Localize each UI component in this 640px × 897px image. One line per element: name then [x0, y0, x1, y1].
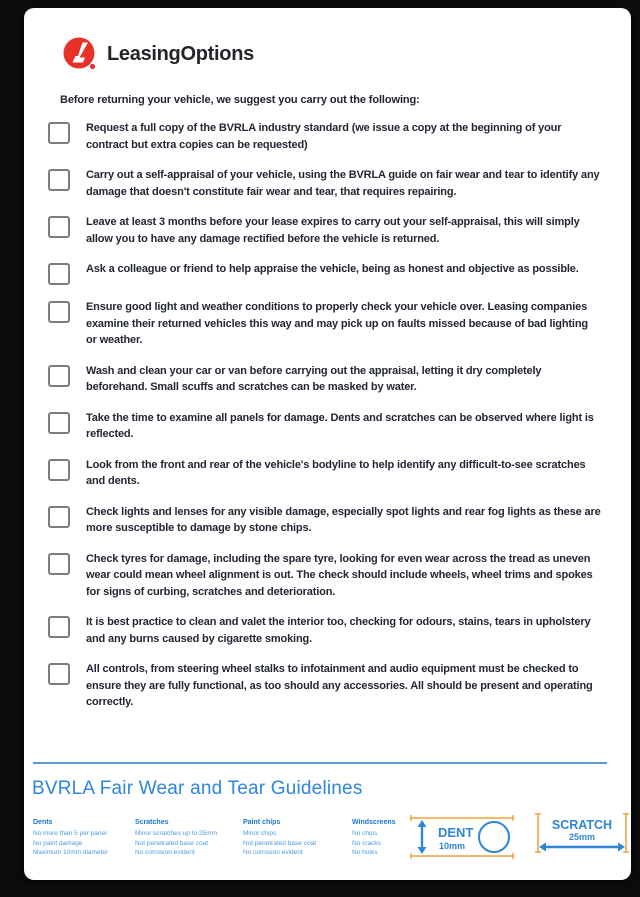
- brand-wordmark: [107, 43, 254, 66]
- checkbox[interactable]: [48, 616, 70, 638]
- checklist-item-text: It is best practice to clean and valet the interior too, checking for odours, stains, tears in upholstery and any burns caused by cigarette smoking.: [86, 616, 591, 645]
- section-divider: [33, 762, 607, 764]
- guideline-line: Maximum 10mm diameter: [33, 849, 109, 856]
- guideline-line: No more than 5 per panel: [33, 830, 107, 837]
- list-item: [48, 214, 601, 247]
- guideline-column-dents: [33, 819, 135, 858]
- guideline-line: Not penetrated base coat: [135, 839, 208, 847]
- guideline-column-title: Paint chips: [243, 819, 281, 826]
- guideline-line: No chips: [352, 830, 378, 837]
- guideline-line: No cracks: [352, 839, 381, 847]
- checklist: [48, 120, 601, 725]
- list-item: [48, 410, 601, 443]
- guideline-column-title: Dents: [33, 819, 53, 826]
- checklist-item-text: Request a full copy of the BVRLA industry standard (we issue a copy at the beginning of your contract but extra copies can be requested): [86, 122, 562, 151]
- checkbox[interactable]: [48, 122, 70, 144]
- checkbox[interactable]: [48, 216, 70, 238]
- checklist-item-text: Take the time to examine all panels for damage. Dents and scratches can be observed where light is reflected.: [86, 411, 594, 440]
- checklist-item-text: Leave at least 3 months before your lease expires to carry out your self-appraisal, this will simply allow you to have any damage rectified before the vehicle is returned.: [86, 216, 580, 245]
- checklist-item-text: All controls, from steering wheel stalks to infotainment and audio equipment must be checked to ensure they are fully functional, as too should any accessories. All should be present and operating correctly.: [86, 663, 593, 708]
- guidelines-heading: BVRLA Fair Wear and Tear Guidelines: [32, 778, 363, 799]
- list-item: [48, 363, 601, 396]
- guideline-line: No holes: [352, 849, 378, 856]
- checklist-item-text: Ask a colleague or friend to help appraise the vehicle, being as honest and objective as possible.: [86, 263, 579, 275]
- brand-logo: [62, 36, 254, 72]
- list-item: [48, 261, 601, 285]
- checkbox[interactable]: [48, 263, 70, 285]
- guidelines-section: [24, 762, 631, 880]
- dent-diagram-icon: [408, 814, 516, 865]
- guideline-line: No corrosion evident: [243, 849, 303, 856]
- scratch-diagram-icon: [532, 809, 632, 866]
- checkbox[interactable]: [48, 169, 70, 191]
- list-item: [48, 457, 601, 490]
- list-item: [48, 504, 601, 537]
- checkbox[interactable]: [48, 506, 70, 528]
- scratch-measure: 25mm: [568, 832, 596, 842]
- guideline-column-title: Windscreens: [352, 819, 396, 826]
- brand-word-options: Options: [180, 42, 254, 65]
- list-item: [48, 551, 601, 601]
- guidelines-columns: [33, 819, 422, 858]
- document-page: [24, 8, 631, 880]
- checklist-item-text: Look from the front and rear of the vehicle's bodyline to help identify any difficult-to-see scratches and dents.: [86, 458, 586, 487]
- guideline-line: Not penetrated base coat: [243, 839, 316, 847]
- list-item: [48, 299, 601, 349]
- dent-measure: 10mm: [439, 841, 466, 851]
- guideline-column-paint-chips: [243, 819, 352, 858]
- checkbox[interactable]: [48, 553, 70, 575]
- checklist-item-text: Carry out a self-appraisal of your vehicle, using the BVRLA guide on fair wear and tear to identify any damage that doesn't constitute fair wear and tear, that requires repairing.: [86, 169, 600, 198]
- scratch-label: SCRATCH: [551, 818, 613, 832]
- dent-label: DENT: [438, 825, 474, 840]
- list-item: [48, 661, 601, 711]
- guideline-line: No paint damage: [33, 839, 83, 847]
- checklist-item-text: Ensure good light and weather conditions to properly check your vehicle over. Leasing companies examine their returned vehicles this way and may pick up on faults missed because of bad lighting or weather.: [86, 301, 588, 346]
- guideline-line: Minor scratches up to 25mm: [135, 830, 218, 837]
- checklist-item-text: Wash and clean your car or van before carrying out the appraisal, letting it dry completely beforehand. Small scuffs and scratches can be masked by water.: [86, 364, 542, 393]
- checklist-item-text: Check lights and lenses for any visible damage, especially spot lights and rear fog lights as these are more susceptible to damage by stone chips.: [86, 505, 601, 534]
- list-item: [48, 167, 601, 200]
- intro-text: Before returning your vehicle, we suggest you carry out the following:: [60, 94, 420, 106]
- brand-word-leasing: Leasing: [107, 42, 181, 65]
- guideline-column-title: Scratches: [135, 819, 169, 826]
- leasing-options-logo-icon: [62, 36, 98, 72]
- list-item: [48, 120, 601, 153]
- checkbox[interactable]: [48, 459, 70, 481]
- guideline-column-scratches: [135, 819, 243, 858]
- checkbox[interactable]: [48, 663, 70, 685]
- checklist-item-text: Check tyres for damage, including the spare tyre, looking for even wear across the tread as uneven wear could mean wheel alignment is out. The check should include wheels, wheel trims and spokes for signs of curbing, scratches and deterioration.: [86, 552, 593, 598]
- checkbox[interactable]: [48, 365, 70, 387]
- list-item: [48, 614, 601, 647]
- guideline-line: Minor chips: [243, 830, 277, 837]
- checkbox[interactable]: [48, 412, 70, 434]
- checkbox[interactable]: [48, 301, 70, 323]
- guideline-line: No corrosion evident: [135, 849, 195, 856]
